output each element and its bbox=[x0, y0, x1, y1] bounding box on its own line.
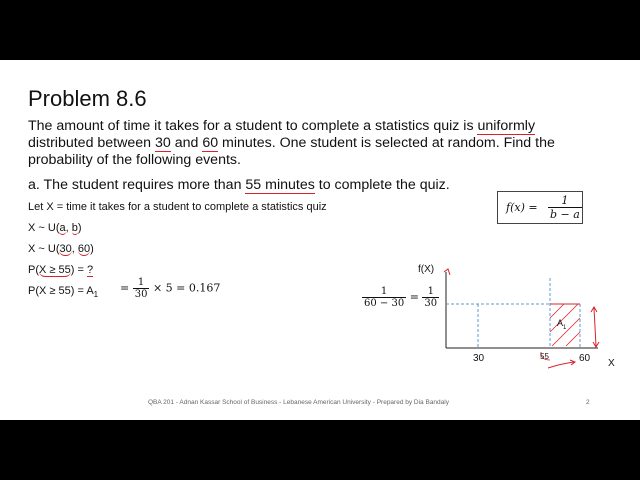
numerator: 1 bbox=[548, 194, 582, 208]
probability-question bbox=[28, 264, 93, 276]
area-subscript: 1 bbox=[563, 325, 567, 331]
density-equation bbox=[362, 286, 439, 309]
distribution-specific bbox=[28, 243, 94, 255]
text-span: X ~ U( bbox=[28, 243, 60, 255]
part-a bbox=[28, 177, 450, 194]
ink-height-arrow bbox=[591, 307, 599, 347]
tick-30: 30 bbox=[473, 353, 485, 364]
text-span: and bbox=[170, 135, 203, 151]
text-span: P(X ≥ 55) = A bbox=[28, 285, 94, 297]
numerator: 1 bbox=[133, 277, 150, 289]
problem-line-1 bbox=[28, 118, 535, 135]
calculation bbox=[120, 277, 220, 300]
density-rhs-fraction bbox=[422, 286, 439, 309]
numerator: 1 bbox=[362, 286, 406, 298]
text-span: probability of the following events. bbox=[28, 152, 241, 168]
uniform-density-graph bbox=[360, 260, 640, 380]
density-lhs-fraction bbox=[362, 286, 406, 309]
equals-sign: = bbox=[120, 281, 130, 295]
event-expression: X ≥ 55 bbox=[39, 264, 71, 276]
underlined-30: 30 bbox=[154, 135, 171, 151]
param-b: b bbox=[71, 222, 78, 234]
problem-line-2 bbox=[28, 135, 555, 152]
text-span: , bbox=[65, 222, 72, 234]
param-a: a bbox=[59, 222, 66, 234]
calc-result: × 5 = 0.167 bbox=[152, 281, 221, 295]
text-span: P( bbox=[28, 264, 39, 276]
text-span: The amount of time it takes for a student to complete a statistics quiz is bbox=[28, 118, 478, 134]
underlined-55-minutes: 55 minutes bbox=[245, 177, 315, 193]
question-mark: ? bbox=[86, 264, 94, 276]
problem-line-3 bbox=[28, 152, 241, 169]
distribution-general bbox=[28, 222, 82, 234]
ink-tick-mark bbox=[444, 269, 450, 275]
slide-title: Problem 8.6 bbox=[28, 86, 147, 111]
underlined-uniformly: uniformly bbox=[477, 118, 536, 134]
formula-lhs: f(x) = bbox=[506, 201, 538, 214]
y-axis-label: f(X) bbox=[418, 264, 435, 275]
area-label: A bbox=[557, 318, 564, 328]
calc-fraction bbox=[133, 277, 150, 300]
tick-55: 55 bbox=[540, 352, 549, 361]
denominator: 30 bbox=[424, 298, 438, 309]
numerator: 1 bbox=[422, 286, 439, 298]
text-span: distributed between bbox=[28, 135, 155, 151]
text-span: , bbox=[71, 243, 78, 255]
param-30: 30 bbox=[59, 243, 72, 255]
equals-sign: = bbox=[409, 290, 419, 304]
tick-60: 60 bbox=[579, 353, 591, 364]
text-span: ) bbox=[77, 222, 82, 234]
denominator: 30 bbox=[134, 289, 148, 300]
x-axis-label: X bbox=[608, 358, 615, 369]
text-span: ) = bbox=[70, 264, 87, 276]
denominator: b − a bbox=[550, 208, 580, 221]
text-span: ) bbox=[90, 243, 94, 255]
formula-fraction bbox=[548, 194, 582, 221]
pdf-formula-box bbox=[497, 191, 583, 224]
underlined-60: 60 bbox=[202, 135, 219, 151]
param-60: 60 bbox=[77, 243, 91, 255]
probability-area bbox=[28, 285, 98, 299]
subscript: 1 bbox=[93, 290, 99, 300]
text-span: to complete the quiz. bbox=[314, 177, 450, 193]
text-span: minutes. One student is selected at random. Find the bbox=[218, 135, 555, 151]
slide bbox=[0, 60, 640, 420]
page-number: 2 bbox=[586, 399, 590, 406]
ink-width-arrow bbox=[548, 360, 575, 368]
let-definition: Let X = time it takes for a student to complete a statistics quiz bbox=[28, 201, 327, 213]
text-span: a. The student requires more than bbox=[28, 177, 246, 193]
denominator: 60 − 30 bbox=[364, 298, 405, 309]
text-span: X ~ U( bbox=[28, 222, 60, 234]
slide-footer: QBA 201 - Adnan Kassar School of Business - Lebanese American University - Prepared by Dia Bandaly bbox=[148, 399, 449, 406]
